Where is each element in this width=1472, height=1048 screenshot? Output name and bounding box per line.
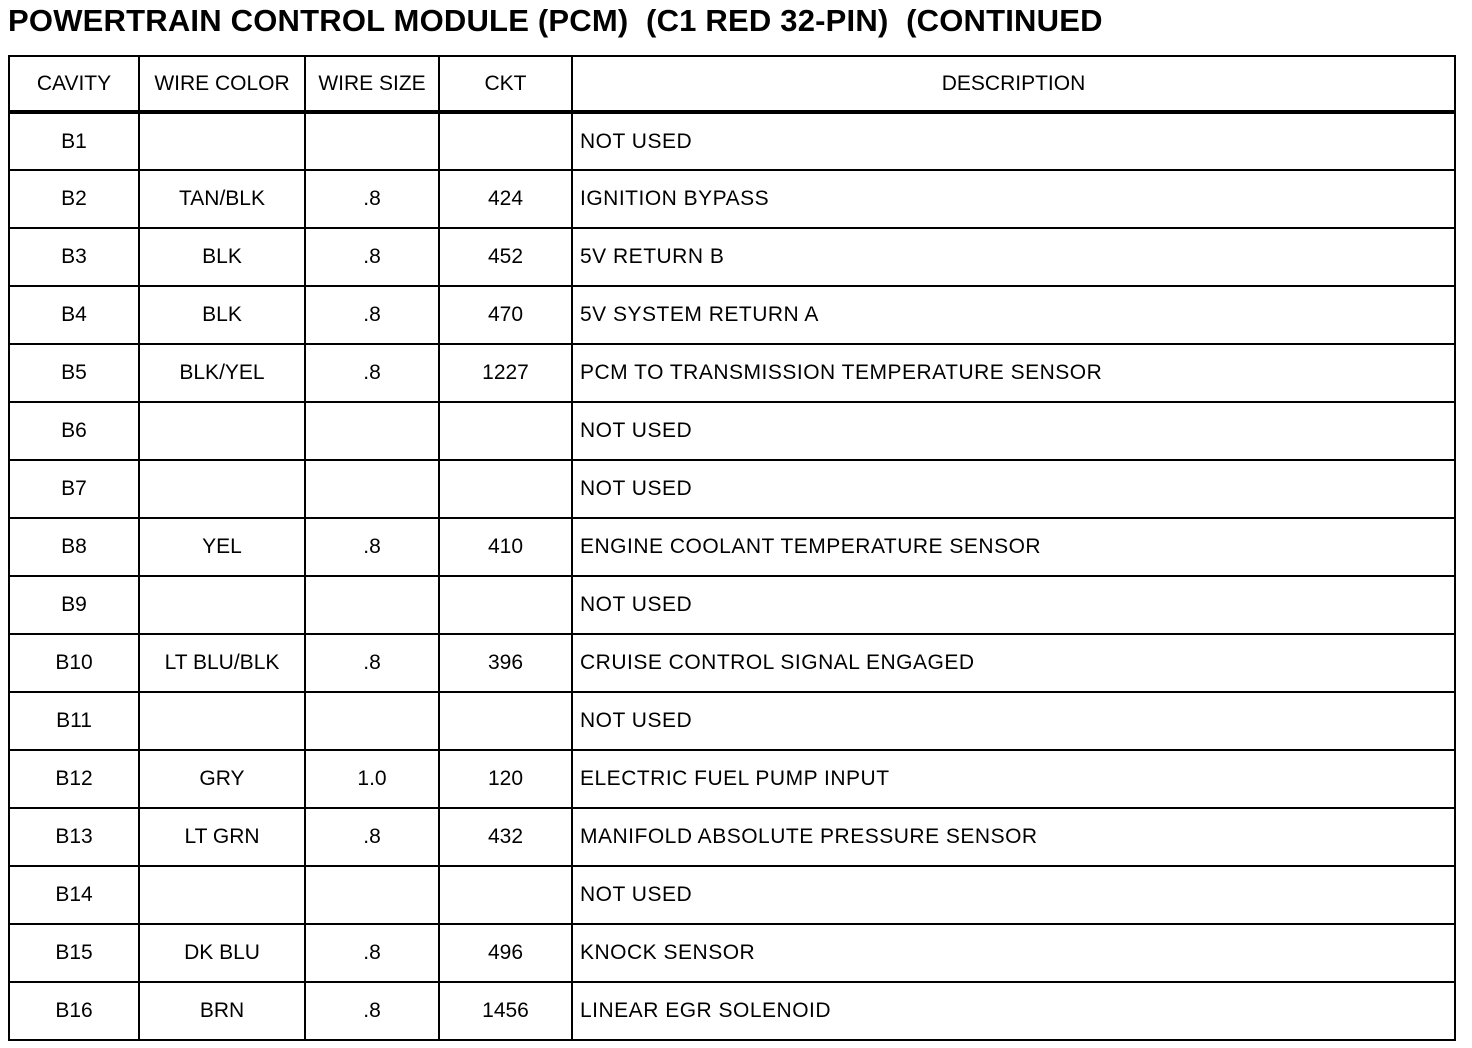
description-cell: NOT USED [572, 866, 1455, 924]
cavity-cell: B8 [9, 518, 139, 576]
circuit-cell: 1227 [439, 344, 572, 402]
wire-color-cell [139, 692, 305, 750]
wire-color-cell: YEL [139, 518, 305, 576]
wire-color-cell [139, 112, 305, 170]
description-cell: NOT USED [572, 692, 1455, 750]
wire-size-cell: 1.0 [305, 750, 439, 808]
wire-size-cell: .8 [305, 344, 439, 402]
wire-size-cell: .8 [305, 982, 439, 1040]
cavity-cell: B16 [9, 982, 139, 1040]
column-header-wire-color: WIRE COLOR [139, 56, 305, 112]
wire-color-cell [139, 460, 305, 518]
wire-size-cell [305, 112, 439, 170]
wire-color-cell: LT BLU/BLK [139, 634, 305, 692]
cavity-cell: B10 [9, 634, 139, 692]
wire-color-cell: BLK [139, 286, 305, 344]
cavity-cell: B12 [9, 750, 139, 808]
wire-color-cell: DK BLU [139, 924, 305, 982]
table-row [9, 808, 1455, 866]
description-cell: LINEAR EGR SOLENOID [572, 982, 1455, 1040]
wire-size-cell: .8 [305, 924, 439, 982]
wire-size-cell: .8 [305, 228, 439, 286]
wire-color-cell: LT GRN [139, 808, 305, 866]
table-row [9, 402, 1455, 460]
table-row [9, 112, 1455, 170]
cavity-cell: B1 [9, 112, 139, 170]
table-row [9, 982, 1455, 1040]
description-cell: CRUISE CONTROL SIGNAL ENGAGED [572, 634, 1455, 692]
circuit-cell [439, 576, 572, 634]
circuit-cell: 424 [439, 170, 572, 228]
wire-color-cell: BLK [139, 228, 305, 286]
description-cell: KNOCK SENSOR [572, 924, 1455, 982]
circuit-cell [439, 460, 572, 518]
wire-size-cell [305, 692, 439, 750]
cavity-cell: B9 [9, 576, 139, 634]
circuit-cell: 452 [439, 228, 572, 286]
wire-size-cell: .8 [305, 634, 439, 692]
cavity-cell: B15 [9, 924, 139, 982]
wire-size-cell: .8 [305, 286, 439, 344]
cavity-cell: B13 [9, 808, 139, 866]
description-cell: MANIFOLD ABSOLUTE PRESSURE SENSOR [572, 808, 1455, 866]
circuit-cell [439, 402, 572, 460]
description-cell: NOT USED [572, 402, 1455, 460]
table-header-row [9, 56, 1455, 112]
table-row [9, 692, 1455, 750]
table-row [9, 170, 1455, 228]
cavity-cell: B7 [9, 460, 139, 518]
description-cell: 5V SYSTEM RETURN A [572, 286, 1455, 344]
circuit-cell: 410 [439, 518, 572, 576]
cavity-cell: B4 [9, 286, 139, 344]
table-row [9, 286, 1455, 344]
column-header-cavity: CAVITY [9, 56, 139, 112]
cavity-cell: B14 [9, 866, 139, 924]
wire-size-cell [305, 460, 439, 518]
wire-color-cell [139, 866, 305, 924]
circuit-cell: 120 [439, 750, 572, 808]
description-cell: NOT USED [572, 576, 1455, 634]
connector-pinout-table [8, 55, 1456, 1041]
wire-color-cell: TAN/BLK [139, 170, 305, 228]
table-row [9, 344, 1455, 402]
wire-size-cell [305, 866, 439, 924]
page-title: POWERTRAIN CONTROL MODULE (PCM) (C1 RED 32-PIN) (CONTINUED [8, 3, 1103, 38]
wire-size-cell: .8 [305, 808, 439, 866]
cavity-cell: B6 [9, 402, 139, 460]
description-cell: ELECTRIC FUEL PUMP INPUT [572, 750, 1455, 808]
circuit-cell: 432 [439, 808, 572, 866]
wire-color-cell [139, 576, 305, 634]
circuit-cell: 470 [439, 286, 572, 344]
table-row [9, 634, 1455, 692]
circuit-cell [439, 692, 572, 750]
description-cell: IGNITION BYPASS [572, 170, 1455, 228]
table-row [9, 750, 1455, 808]
description-cell: NOT USED [572, 460, 1455, 518]
table-row [9, 866, 1455, 924]
wire-color-cell: BRN [139, 982, 305, 1040]
table-row [9, 518, 1455, 576]
description-cell: ENGINE COOLANT TEMPERATURE SENSOR [572, 518, 1455, 576]
wire-size-cell [305, 576, 439, 634]
description-cell: NOT USED [572, 112, 1455, 170]
wire-color-cell: BLK/YEL [139, 344, 305, 402]
circuit-cell: 1456 [439, 982, 572, 1040]
column-header-wire-size: WIRE SIZE [305, 56, 439, 112]
circuit-cell: 396 [439, 634, 572, 692]
wire-color-cell: GRY [139, 750, 305, 808]
cavity-cell: B11 [9, 692, 139, 750]
cavity-cell: B5 [9, 344, 139, 402]
circuit-cell: 496 [439, 924, 572, 982]
circuit-cell [439, 112, 572, 170]
wire-size-cell [305, 402, 439, 460]
description-cell: 5V RETURN B [572, 228, 1455, 286]
wire-color-cell [139, 402, 305, 460]
cavity-cell: B3 [9, 228, 139, 286]
column-header-ckt: CKT [439, 56, 572, 112]
table-row [9, 228, 1455, 286]
description-cell: PCM TO TRANSMISSION TEMPERATURE SENSOR [572, 344, 1455, 402]
table-row [9, 924, 1455, 982]
circuit-cell [439, 866, 572, 924]
table-row [9, 576, 1455, 634]
wire-size-cell: .8 [305, 170, 439, 228]
cavity-cell: B2 [9, 170, 139, 228]
table-row [9, 460, 1455, 518]
wire-size-cell: .8 [305, 518, 439, 576]
column-header-description: DESCRIPTION [572, 56, 1455, 112]
